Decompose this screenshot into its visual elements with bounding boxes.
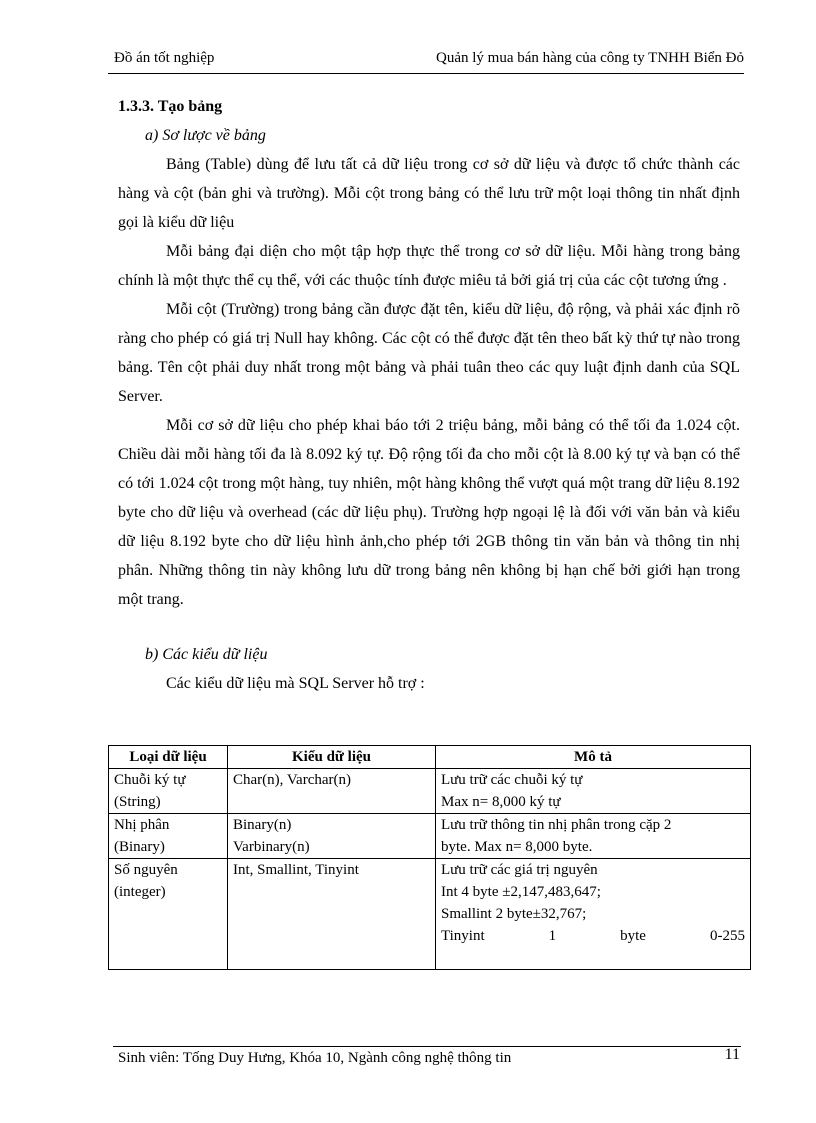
cell-line: (Binary) — [114, 839, 165, 855]
cell-line: Chuỗi ký tự — [114, 772, 186, 788]
column-header: Mô tả — [436, 746, 751, 769]
footer-divider — [113, 1046, 741, 1047]
cell-word: 1 — [548, 928, 557, 944]
header-left-title: Đồ án tốt nghiệp — [114, 50, 215, 66]
cell-type — [109, 814, 228, 859]
header-divider — [108, 73, 744, 74]
table-row — [109, 814, 751, 859]
cell-kinds — [228, 769, 436, 814]
cell-line: (integer) — [114, 884, 166, 900]
cell-line: byte. Max n= 8,000 byte. — [441, 839, 593, 855]
cell-line: Char(n), Varchar(n) — [233, 772, 352, 788]
cell-type — [109, 769, 228, 814]
cell-line: Nhị phân — [114, 817, 170, 833]
cell-word: byte — [620, 928, 646, 944]
cell-kinds — [228, 859, 436, 970]
table-row — [109, 859, 751, 970]
page-number: 11 — [724, 1046, 740, 1063]
cell-line — [441, 814, 745, 836]
footer-student-info: Sinh viên: Tống Duy Hưng, Khóa 10, Ngành công nghệ thông tin — [118, 1050, 512, 1066]
data-types-table-wrapper — [108, 745, 750, 970]
cell-line: Varbinary(n) — [233, 839, 310, 855]
cell-word: Tinyint — [441, 928, 485, 944]
table-header-row — [109, 746, 751, 769]
cell-description — [436, 814, 751, 859]
header-right-title: Quản lý mua bán hàng của công ty TNHH Biển Đỏ — [436, 50, 744, 66]
cell-line: Int 4 byte ±2,147,483,647; — [441, 884, 601, 900]
cell-line: Số nguyên — [114, 862, 178, 878]
cell-description — [436, 769, 751, 814]
cell-line: Smallint 2 byte±32,767; — [441, 906, 587, 922]
subsection-a-heading: a) Sơ lược về bảng — [145, 127, 266, 144]
column-header: Loại dữ liệu — [109, 746, 228, 769]
paragraph-4: Mỗi cơ sở dữ liệu cho phép khai báo tới 2 triệu bảng, mỗi bảng có thể tối đa 1.024 cột. Chiều dài mỗi hàng tối đa là 8.092 ký tự. Độ rộng tối đa cho mỗi cột là 8.00 ký tự và bạn có thể có tới 1.024 cột trong một hàng, tuy nhiên, một hàng không thể vượt quá một trang dữ liệu 8.192 byte cho dữ liệu và overhead (các dữ liệu phụ). Trường hợp ngoại lệ là đối với văn bản và kiểu dữ liệu 8.192 byte cho dữ liệu hình ảnh,cho phép tới 2GB thông tin văn bản và thông tin nhị phân. Những thông tin này không lưu dữ trong bảng nên không bị hạn chế bởi giới hạn trong một trang. — [118, 417, 740, 608]
column-header: Kiểu dữ liệu — [228, 746, 436, 769]
cell-line: Max n= 8,000 ký tự — [441, 794, 561, 810]
spacer — [118, 614, 740, 640]
cell-kinds — [228, 814, 436, 859]
cell-line: Lưu trữ các giá trị nguyên — [441, 862, 598, 878]
cell-type — [109, 859, 228, 970]
cell-line: (String) — [114, 794, 161, 810]
page-header — [108, 44, 744, 70]
paragraph-2: Mỗi bảng đại diện cho một tập hợp thực thể trong cơ sở dữ liệu. Mỗi hàng trong bảng chính là một thực thể cụ thể, với các thuộc tính được miêu tả bởi giá trị của các cột tương ứng . — [118, 243, 740, 289]
paragraph-3: Mỗi cột (Trường) trong bảng cần được đặt tên, kiểu dữ liệu, độ rộng, và phải xác định rõ ràng cho phép có giá trị Null hay không. Các cột có thể được đặt tên theo bất kỳ thứ tự nào trong bảng. Tên cột phải duy nhất trong một bảng và phải tuân theo các quy luật định danh của SQL Server. — [118, 301, 740, 405]
paragraph-1: Bảng (Table) dùng để lưu tất cả dữ liệu trong cơ sở dữ liệu và được tổ chức thành các hàng và cột (bản ghi và trường). Mỗi cột trong bảng có thể lưu trữ một loại thông tin nhất định gọi là kiểu dữ liệu — [118, 156, 740, 231]
paragraph-intro-b: Các kiểu dữ liệu mà SQL Server hỗ trợ : — [166, 675, 425, 692]
main-content — [118, 92, 740, 698]
cell-word: 0-255 — [709, 928, 745, 944]
section-title: 1.3.3. Tạo bảng — [118, 98, 223, 115]
cell-line-justified — [441, 925, 745, 947]
cell-line: Lưu trữ các chuỗi ký tự — [441, 772, 583, 788]
cell-line: Int, Smallint, Tinyint — [233, 862, 359, 878]
cell-line: Binary(n) — [233, 817, 292, 833]
table-row — [109, 769, 751, 814]
subsection-b-heading: b) Các kiểu dữ liệu — [145, 646, 268, 663]
page-footer — [118, 1046, 740, 1067]
cell-description — [436, 859, 751, 970]
cell-word: Lưu trữ thông tin nhị phân trong cặp 2 — [441, 817, 672, 833]
data-types-table — [108, 745, 751, 970]
